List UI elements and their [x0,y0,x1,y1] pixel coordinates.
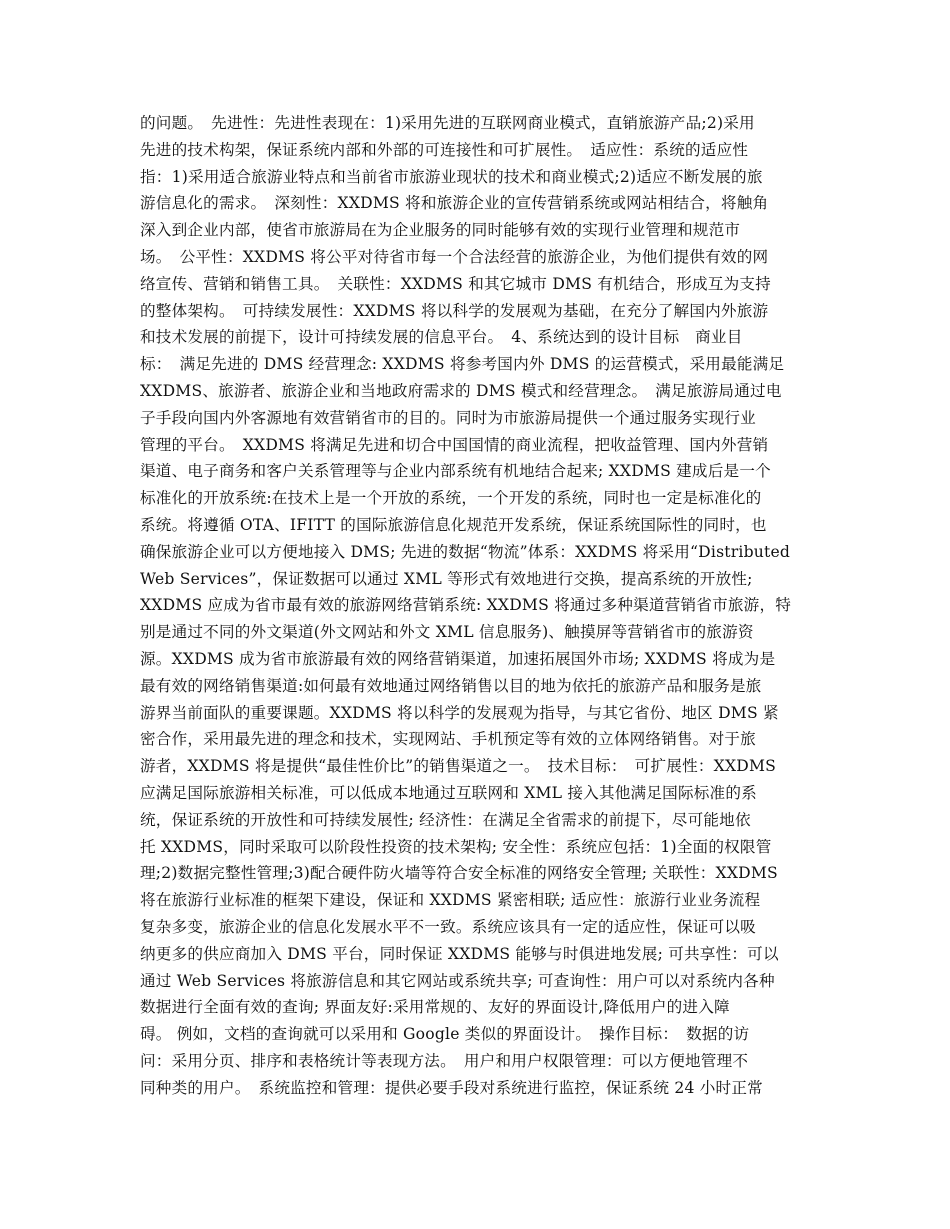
text-line: 同种类的用户。 系统监控和管理：提供必要手段对系统进行监控，保证系统 24 小时正常 [140,1078,763,1097]
text-line: 游界当前面队的重要课题。XXDMS 将以科学的发展观为指导，与其它省份、地区 DMS 紧 [140,703,779,722]
text-line: 托 XXDMS，同时采取可以阶段性投资的技术架构; 安全性：系统应包括：1)全面的权限管 [140,837,772,856]
text-line: 通过 Web Services 将旅游信息和其它网站或系统共享; 可查询性：用户可以对系统内各种 [140,971,775,990]
text-line: 的问题。 先进性：先进性表现在：1)采用先进的互联网商业模式，直销旅游产品;2)采用 [140,114,755,132]
text-line: 的整体架构。 可持续发展性：XXDMS 将以科学的发展观为基础，在充分了解国内外旅游 [140,301,769,320]
text-line: 理;2)数据完整性管理;3)配合硬件防火墙等符合安全标准的网络安全管理; 关联性：XXDMS [140,864,778,883]
text-line: 碍。 例如，文档的查询就可以采用和 Google 类似的界面设计。 操作目标： 数据的访 [140,1025,750,1044]
text-line: 统，保证系统的开放性和可持续发展性; 经济性：在满足全省需求的前提下，尽可能地依 [140,810,751,829]
text-line: 问：采用分页、排序和表格统计等表现方法。 用户和用户权限管理：可以方便地管理不 [140,1051,749,1070]
text-line: Web Services”，保证数据可以通过 XML 等形式有效地进行交换，提高系统的开放性; [140,569,753,588]
text-line: 复杂多变，旅游企业的信息化发展水平不一致。系统应该具有一定的适应性，保证可以吸 [140,917,756,936]
text-line: 密合作，采用最先进的理念和技术，实现网站、手机预定等有效的立体网络销售。对于旅 [140,730,756,749]
text-line: 数据进行全面有效的查询; 界面友好:采用常规的、友好的界面设计,降低用户的进入障 [140,998,730,1017]
text-line: 标： 满足先进的 DMS 经营理念: XXDMS 将参考国内外 DMS 的运营模式，采用最能满足 [140,355,785,374]
text-line: 确保旅游企业可以方便地接入 DMS; 先进的数据“物流”体系：XXDMS 将采用“Distributed [140,542,791,561]
text-line: XXDMS 应成为省市最有效的旅游网络营销系统: XXDMS 将通过多种渠道营销省市旅游，特 [140,596,792,615]
text-line: 系统。将遵循 OTA、IFITT 的国际旅游信息化规范开发系统，保证系统国际性的同时，也 [140,515,767,534]
text-line: 深入到企业内部，使省市旅游局在为企业服务的同时能够有效的实现行业管理和规范市 [140,221,741,240]
text-line: 纳更多的供应商加入 DMS 平台，同时保证 XXDMS 能够与时俱进地发展; 可共享性：可以 [140,944,779,963]
text-line: XXDMS、旅游者、旅游企业和当地政府需求的 DMS 模式和经营理念。 满足旅游局通过电 [140,381,782,400]
text-line: 游者，XXDMS 将是提供“最佳性价比”的销售渠道之一。 技术目标： 可扩展性：XXDMS [140,757,777,776]
text-line: 场。 公平性：XXDMS 将公平对待省市每一个合法经营的旅游企业，为他们提供有效的网 [140,247,769,266]
text-line: 和技术发展的前提下，设计可持续发展的信息平台。 4、系统达到的设计目标 商业目 [140,328,743,347]
text-line: 将在旅游行业标准的框架下建设，保证和 XXDMS 紧密相联; 适应性：旅游行业业务流程 [140,891,761,910]
text-line: 子手段向国内外客源地有效营销省市的目的。同时为市旅游局提供一个通过服务实现行业 [140,408,756,427]
text-line: 络宣传、营销和销售工具。 关联性：XXDMS 和其它城市 DMS 有机结合，形成互为支持 [140,274,771,293]
text-line: 源。XXDMS 成为省市旅游最有效的网络营销渠道，加速拓展国外市场; XXDMS 将成为是 [140,649,776,668]
text-line: 渠道、电子商务和客户关系管理等与企业内部系统有机地结合起来; XXDMS 建成后是一个 [140,462,771,481]
text-line: 指：1)采用适合旅游业特点和当前省市旅游业现状的技术和商业模式;2)适应不断发展的旅 [140,167,763,186]
text-line: 标准化的开放系统:在技术上是一个开放的系统，一个开发的系统，同时也一定是标准化的 [140,489,762,508]
text-line: 应满足国际旅游相关标准，可以低成本地通过互联网和 XML 接入其他满足国际标准的系 [140,783,757,802]
text-line: 游信息化的需求。 深刻性：XXDMS 将和旅游企业的宣传营销系统或网站相结合，将触角 [140,194,769,213]
text-line: 别是通过不同的外文渠道(外文网站和外文 XML 信息服务)、触摸屏等营销省市的旅游资 [140,623,754,642]
text-line: 先进的技术构架，保证系统内部和外部的可连接性和可扩展性。 适应性：系统的适应性 [140,140,749,159]
text-line: 最有效的网络销售渠道:如何最有效地通过网络销售以目的地为依托的旅游产品和服务是旅 [140,676,762,695]
text-line: 管理的平台。 XXDMS 将满足先进和切合中国国情的商业流程，把收益管理、国内外营销 [140,435,769,454]
body-text [140,110,812,1101]
